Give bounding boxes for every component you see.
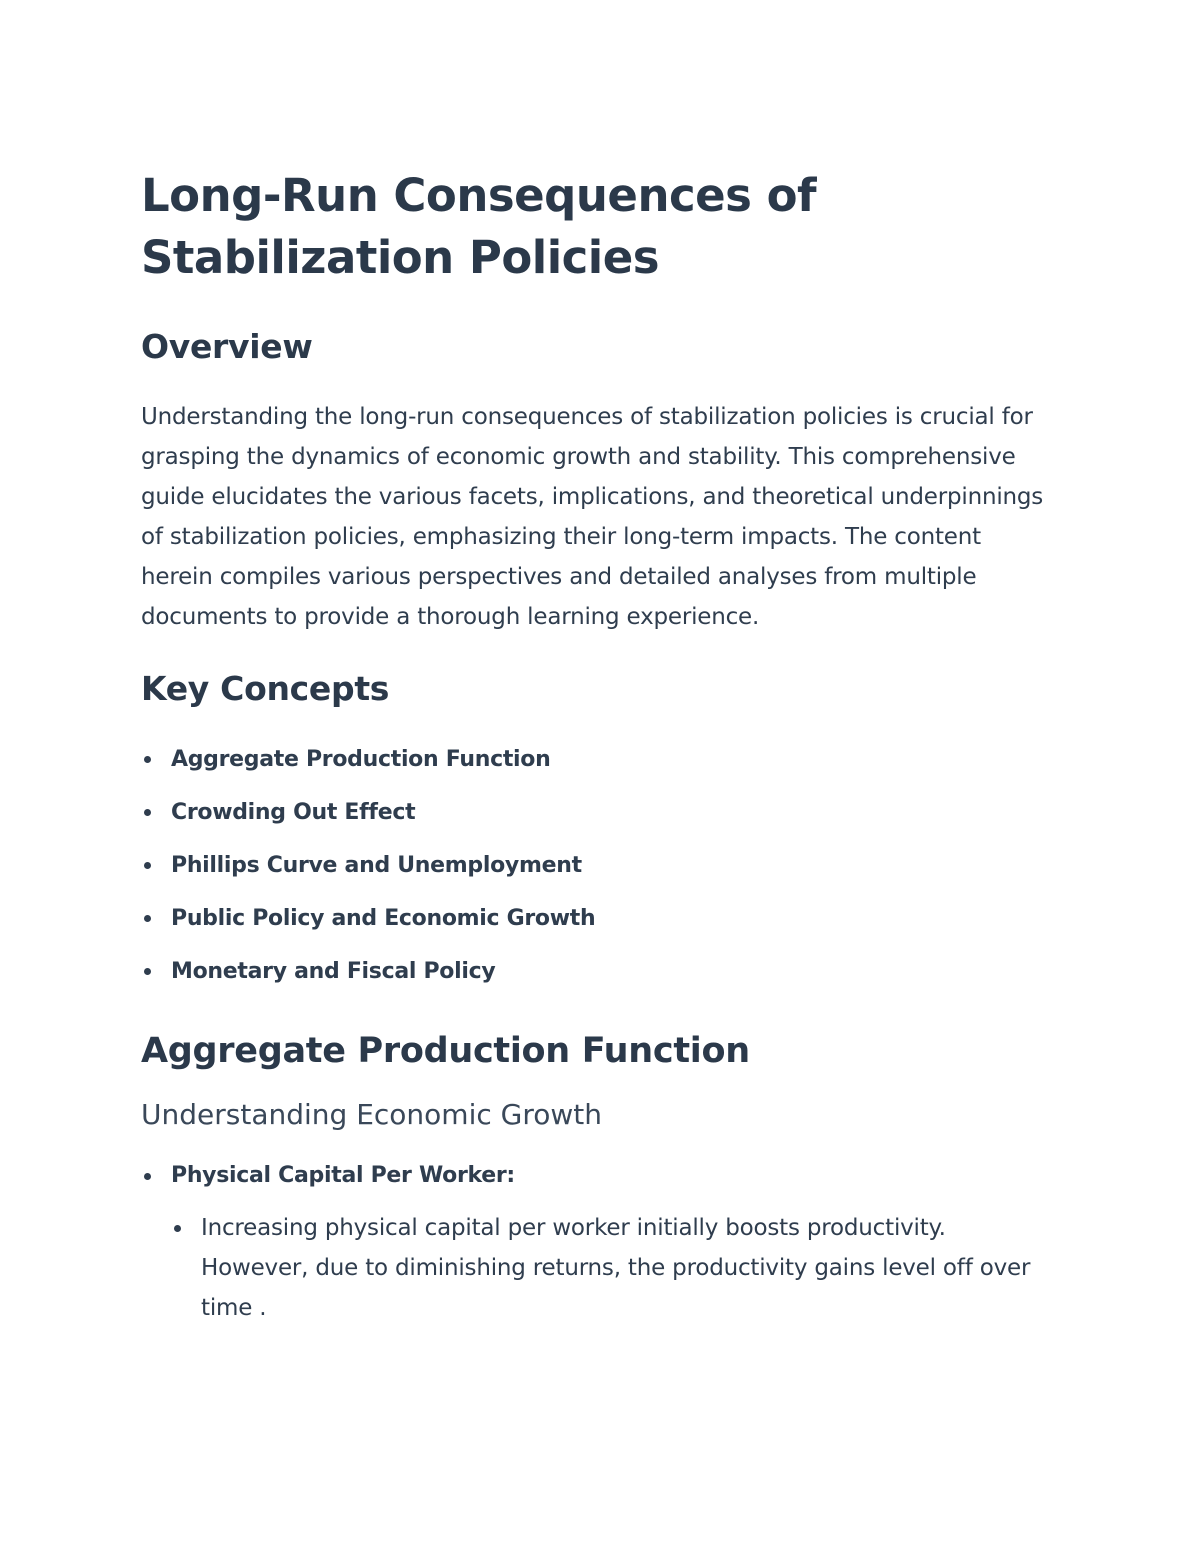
list-item-label: Public Policy and Economic Growth bbox=[171, 906, 596, 931]
list-item-label: Monetary and Fiscal Policy bbox=[171, 959, 496, 984]
title-line-1: Long-Run Consequences of bbox=[141, 169, 817, 222]
list-item-label: Phillips Curve and Unemployment bbox=[171, 853, 582, 878]
document-page bbox=[141, 165, 1056, 1328]
document-title bbox=[141, 165, 1056, 289]
list-item bbox=[141, 786, 1056, 839]
list-item-label: Crowding Out Effect bbox=[171, 800, 416, 825]
aggregate-production-function-heading: Aggregate Production Function bbox=[141, 1031, 750, 1071]
understanding-economic-growth-subheading: Understanding Economic Growth bbox=[141, 1098, 602, 1131]
list-item bbox=[141, 839, 1056, 892]
bullet-icon bbox=[144, 1173, 151, 1180]
sub-list-item-text: Increasing physical capital per worker initially boosts productivity. However, due to diminishing returns, the productivity gains level off over time . bbox=[201, 1215, 1031, 1321]
list-item-label: Aggregate Production Function bbox=[171, 747, 551, 772]
bullet-icon bbox=[144, 915, 151, 922]
list-item bbox=[141, 1156, 1056, 1328]
bullet-icon bbox=[144, 862, 151, 869]
bullet-icon bbox=[144, 809, 151, 816]
key-concepts-list bbox=[141, 733, 1056, 998]
bullet-icon bbox=[144, 756, 151, 763]
sub-list-item bbox=[171, 1208, 1056, 1328]
list-item bbox=[141, 892, 1056, 945]
bullet-icon bbox=[174, 1225, 181, 1232]
list-item bbox=[141, 733, 1056, 786]
overview-paragraph: Understanding the long-run consequences of stabilization policies is crucial for grasping the dynamics of economic growth and stability. This comprehensive guide elucidates the various facets, implications, and theoretical underpinnings of stabilization policies, emphasizing their long-term impacts. The content herein compiles various perspectives and detailed analyses from multiple documents to provide a thorough learning experience. bbox=[141, 404, 1044, 630]
list-item-label: Physical Capital Per Worker: bbox=[171, 1163, 515, 1188]
sub-list bbox=[171, 1208, 1056, 1328]
key-concepts-heading: Key Concepts bbox=[141, 669, 390, 708]
apf-list bbox=[141, 1156, 1056, 1328]
list-item bbox=[141, 945, 1056, 998]
title-line-2: Stabilization Policies bbox=[141, 231, 660, 284]
bullet-icon bbox=[144, 968, 151, 975]
overview-heading: Overview bbox=[141, 327, 313, 366]
